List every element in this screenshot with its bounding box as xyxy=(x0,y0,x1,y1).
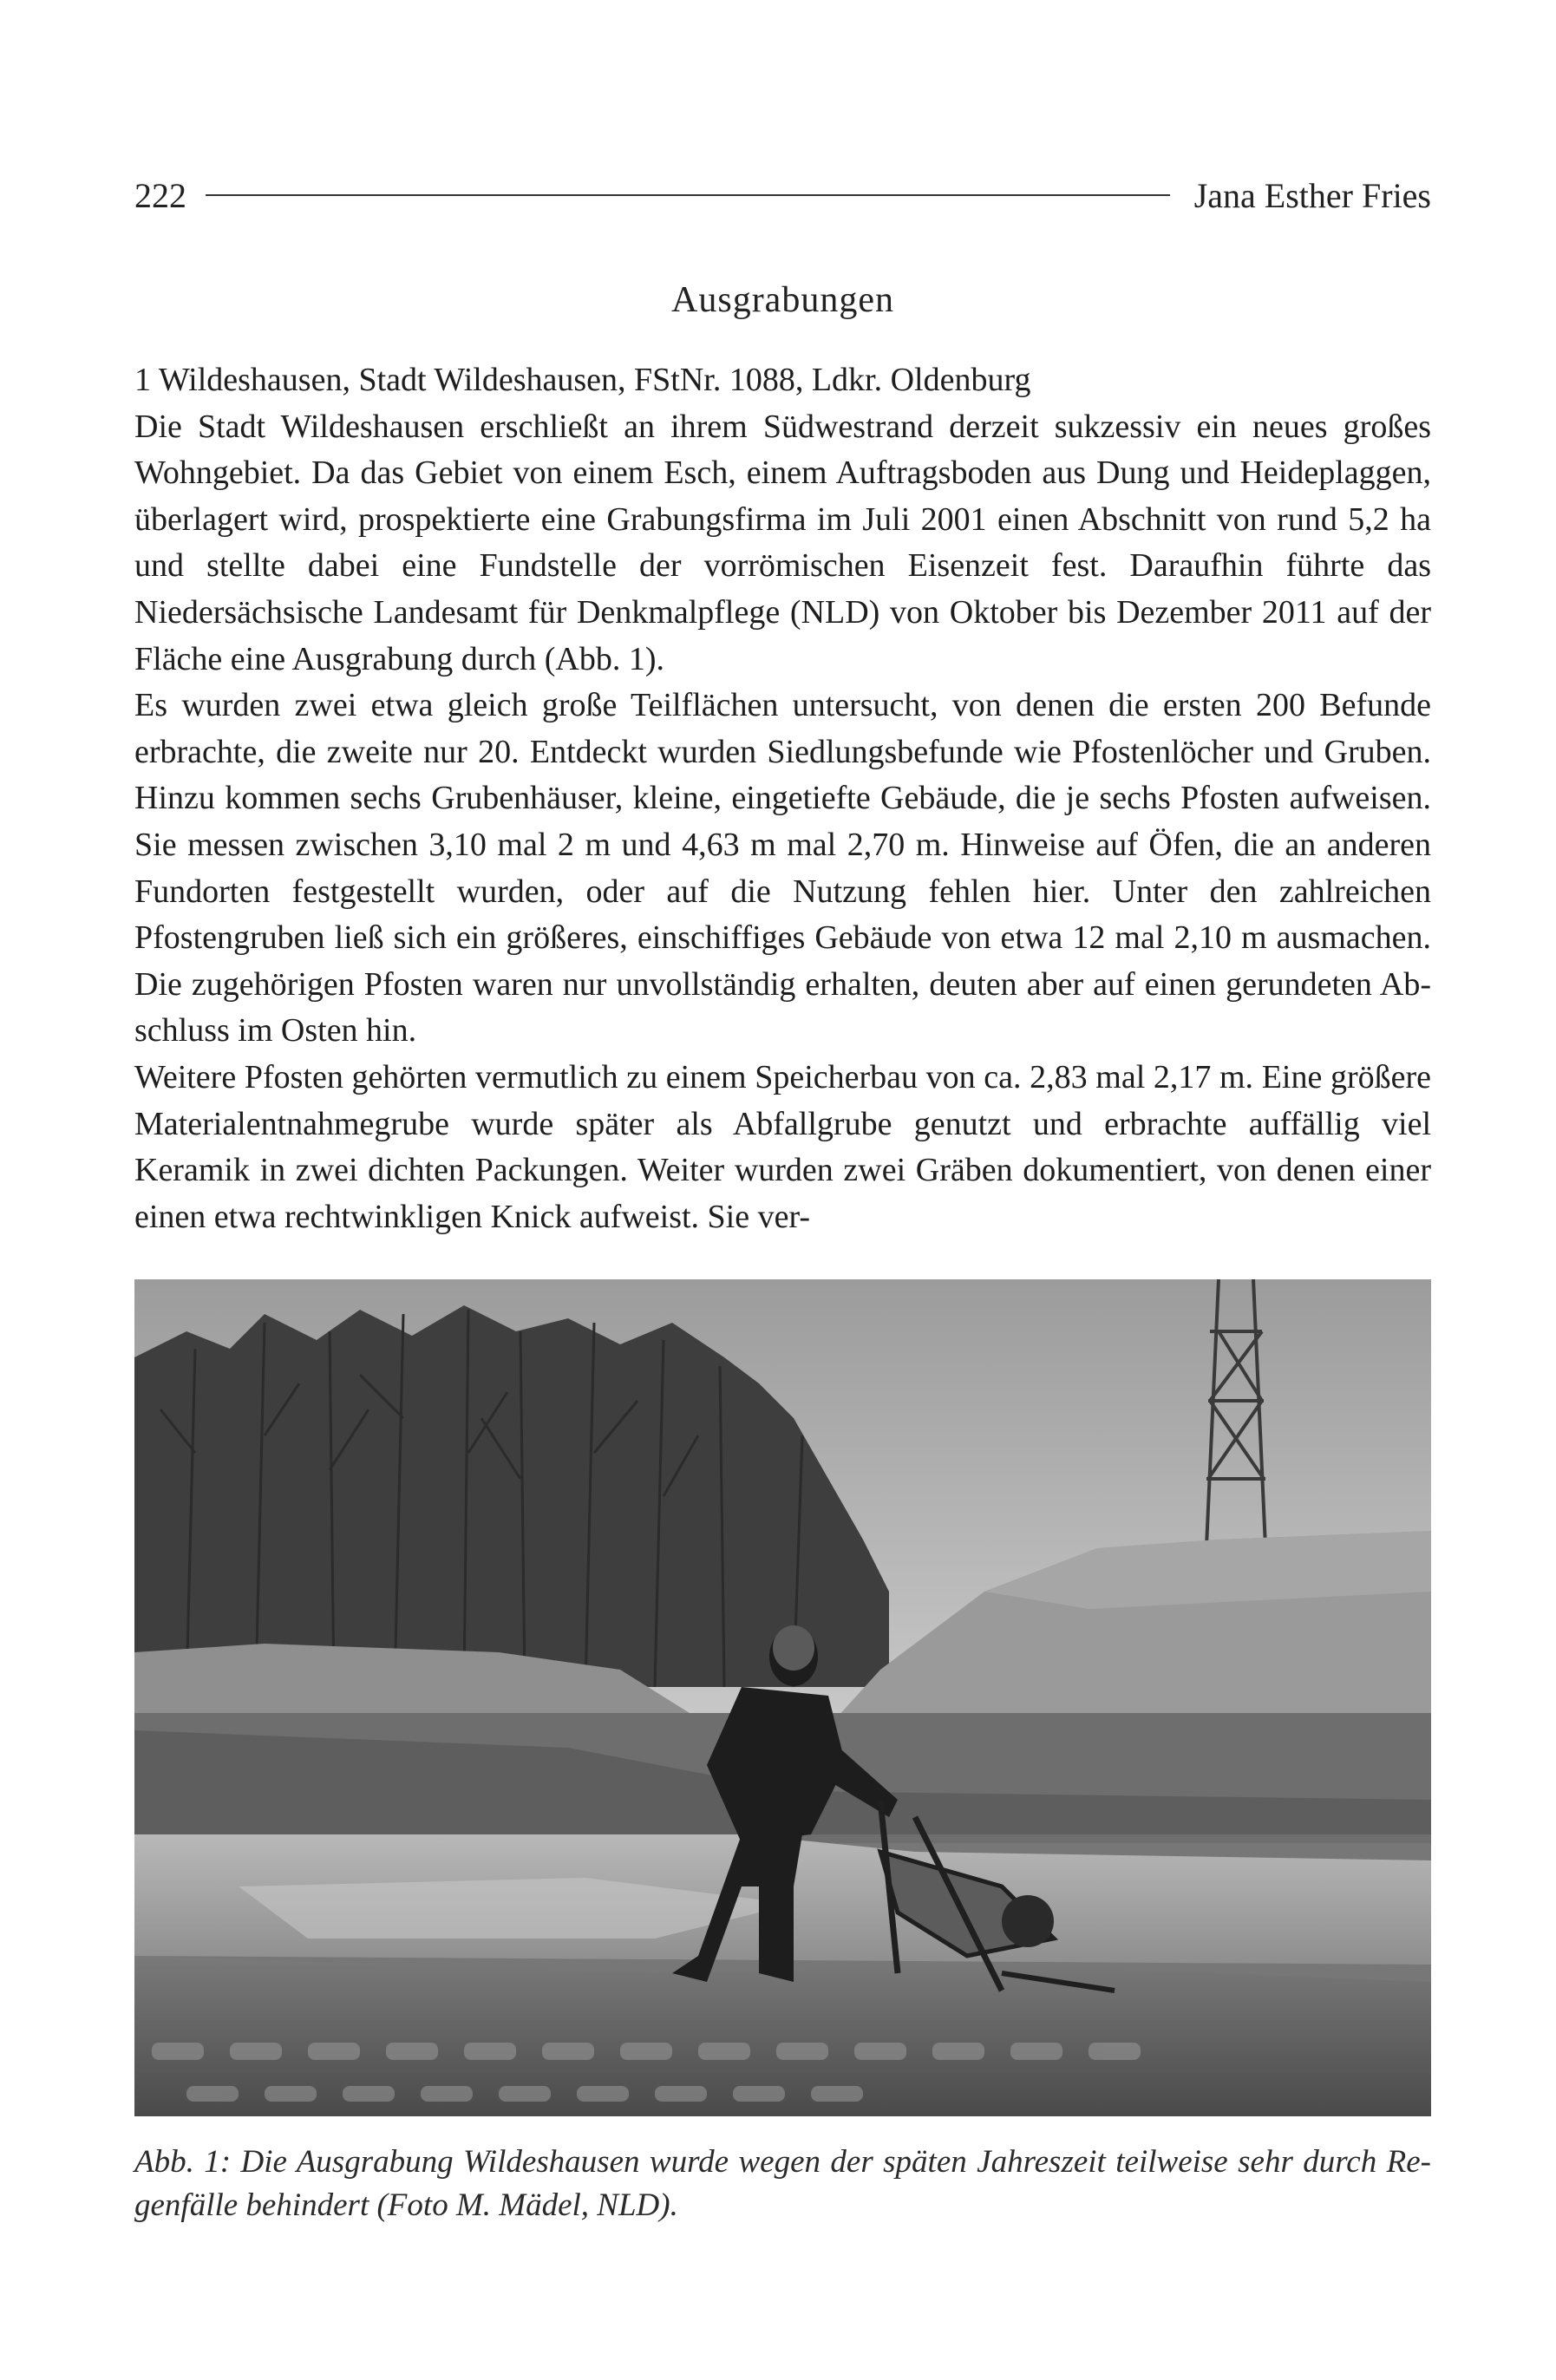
header-rule xyxy=(206,194,1170,196)
figure-caption: Abb. 1: Die Ausgrabung Wildeshausen wurde wegen der späten Jahreszeit teilweise sehr durch Regenfälle behindert (Foto M. Mädel, NLD). xyxy=(134,2144,1431,2223)
paragraph-2: Es wurden zwei etwa gleich große Teilflächen untersucht, von denen die ersten 200 Befunde erbrachte, die zweite nur 20. Entdeckt wurden Siedlungsbefunde wie Pfostenlöcher und Gruben. Hinzu kommen sechs Grubenhäuser, kleine, eingetiefte Gebäude, die je sechs Pfosten aufweisen. Sie messen zwischen 3,10 mal 2 m und 4,63 m mal 2,70 m. Hinweise auf Öfen, die an anderen Fundorten festgestellt wurden, oder auf die Nutzung fehlen hier. Unter den zahlreichen Pfostengruben ließ sich ein größeres, einschiffiges Gebäude von etwa 12 mal 2,10 m ausmachen. Die zugehörigen Pfosten waren nur unvollständig erhalten, deuten aber auf einen gerundeten Abschluss im Osten hin. xyxy=(134,687,1431,1049)
site-heading: 1 Wildeshausen, Stadt Wildeshausen, FStNr. 1088, Ldkr. Oldenburg xyxy=(134,362,1031,398)
author-name: Jana Esther Fries xyxy=(1193,175,1431,215)
article-body xyxy=(134,357,1431,1240)
running-head xyxy=(134,173,1431,217)
paragraph-1: Die Stadt Wildeshausen erschließt an ihrem Südwestrand derzeit sukzessiv ein neues großes Wohngebiet. Da das Gebiet von einem Esch, einem Auftragsboden aus Dung und Heideplaggen, überlagert wird, prospektierte eine Grabungsfirma im Juli 2001 einen Abschnitt von rund 5,2 ha und stellte dabei eine Fundstelle der vorrömischen Eisenzeit fest. Daraufhin führte das Niedersächsische Landesamt für Denkmalpflege (NLD) von Oktober bis Dezember 2011 auf der Fläche eine Ausgrabung durch (Abb. 1). xyxy=(134,408,1431,677)
paragraph-3: Weitere Pfosten gehörten vermutlich zu einem Speicherbau von ca. 2,83 mal 2,17 m. Eine größere Materialentnahmegrube wurde später als Abfallgrube genutzt und erbrachte auffällig viel Keramik in zwei dichten Packungen. Weiter wurden zwei Gräben dokumentiert, von denen einer einen etwa rechtwinkligen Knick aufweist. Sie ver- xyxy=(134,1058,1431,1235)
section-title: Ausgrabungen xyxy=(671,280,894,320)
excavation-photo xyxy=(134,1279,1431,2116)
page-number: 222 xyxy=(134,175,186,215)
